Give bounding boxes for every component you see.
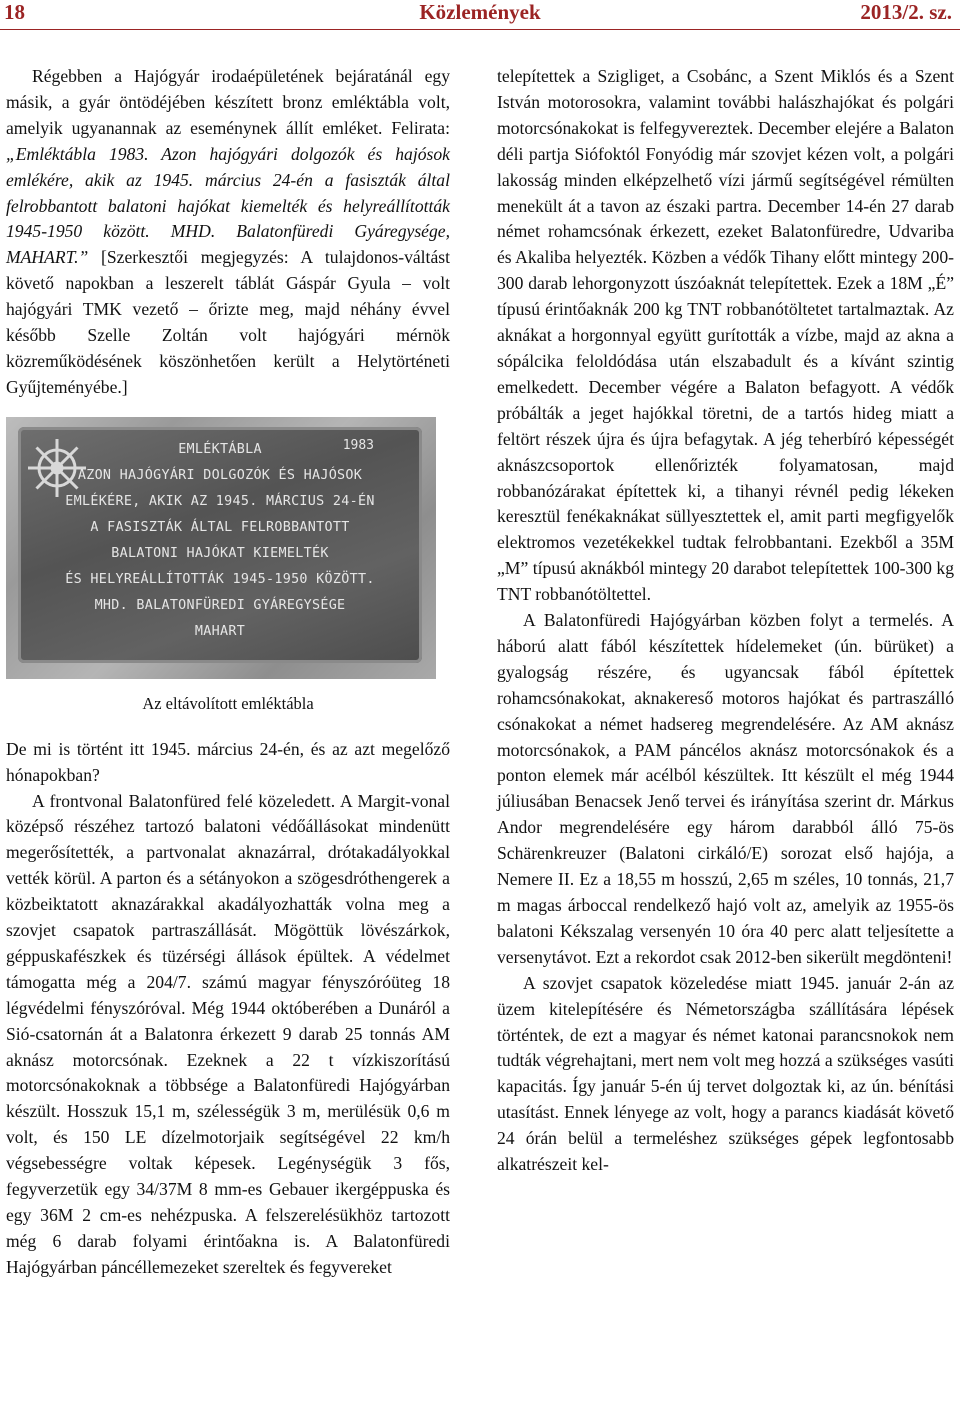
- plaque-line: A FASISZTÁK ÁLTAL FELROBBANTOTT: [90, 519, 350, 535]
- plaque-line: MHD. BALATONFÜREDI GYÁREGYSÉGE: [94, 597, 346, 613]
- plaque-line: EMLÉKTÁBLA: [178, 441, 262, 457]
- right-column: [497, 64, 954, 1178]
- plaque-line: EMLÉKÉRE, AKIK AZ 1945. MÁRCIUS 24-ÉN: [65, 493, 375, 509]
- plaque-line: ÉS HELYREÁLLÍTOTTÁK 1945-1950 KÖZÖTT.: [65, 571, 375, 587]
- paragraph-question: De mi is történt itt 1945. március 24-én, és az azt megelőző hónapokban?: [6, 738, 450, 785]
- plaque-line: MAHART: [194, 623, 246, 639]
- plaque-line: AZON HAJÓGYÁRI DOLGOZÓK ÉS HAJÓSOK: [77, 467, 363, 483]
- plaque-year: 1983: [342, 437, 374, 453]
- paragraph-frontline: A frontvonal Balatonfüred felé közeledett. A Margit-vonal középső részéhez tartozó balatoni védőállásokat mindenütt megerősítették, a partvonalat aknazárral, drótakadályokkal vették körül. A parton és a sétányokon a szögesdróthengerek a közbeiktatott aknazárakkal akadályozhatták volna meg a szovjet csapatok partraszállását. Mögöttük lövészárkok, géppuskafészkek és tüzérségi állások épültek. A védelmet támogatta még a 204/7. számú magyar fényszóróüteg 18 légvédelmi fényszóróval. Még 1944 októberében a Dunáról a Sió-csatornán át a Balatonra érkezett 9 darab 25 tonnás AM aknász motorcsónak. Ezeknek a 22 t vízkiszorítású motorcsónakoknak a többsége a Balatonfüredi Hajógyárban készült. Hosszuk 15,1 m, szélességük 3 m, merülésük 0,6 m volt, és 150 LE dízelmotorjaik segítségével 22 km/h végsebességre voltak képesek. Legénységük 3 fős, fegyverzetük egy 34/37M 8 mm-es Gebauer ikergéppuska és egy 36M 2 cm-es nehézpuska. A felszerelésükhöz tartozott még 6 darab folyami érintőakna is. A Balatonfüredi Hajógyárban páncéllemezeket szereltek és fegyvereket: [6, 790, 450, 1277]
- plaque-board: [18, 427, 422, 663]
- header-rule: [0, 29, 960, 30]
- paragraph-evacuation: A szovjet csapatok közeledése miatt 1945. január 2-án az üzem kitelepítésére és Németországba szállítására lépések történtek, de ezt a magyar és német katonai parancsnokok nem tudták végrehajtani, mert nem volt meg hozzá a szükséges vasúti kapacitás. Így január 5-én új tervet dolgoztak ki, az ún. bénítási utasítást. Ennek lényege az volt, hogy a parancs kiadását követő 24 órán belül a termeléshez szükséges gépek legfontosabb alkatrészeit kel-: [497, 972, 954, 1175]
- plaque-inscription-quote: „Emléktábla 1983. Azon hajógyári dolgozók és hajósok emlékére, akik az 1945. március 24-én a fasiszták által felrobbantott balatoni hajókat kiemelték és helyreállították 1945-1950 között. MHD. Balatonfüredi Gyáregysége, MAHART.”: [6, 143, 450, 268]
- issue-number: 2013/2. sz.: [860, 0, 952, 24]
- paragraph-plaque-history: [6, 64, 450, 401]
- plaque-history-text: Régebben a Hajógyár irodaépületének bejáratánál egy másik, a gyár öntödéjében készített bronz emléktábla volt, amelyik ugyanannak az eseménynek állít emléket. Felirata:: [6, 66, 450, 138]
- page-header: [0, 0, 960, 30]
- paragraph-continuation: telepítettek a Szigliget, a Csobánc, a Szent Miklós és a Szent István motorosokra, valamint további halászhajókat és polgári motorcsónakokat is felfegyvereztek. December elejére a Balaton déli partja Siófoktól Fonyódig már szovjet kézen volt, a polgári lakosság minden elképzelhető vízi jármű segítségével rémülten menekült át a tavon az északi partra. December 14-én 27 darab német rohamcsónak érkezett, ezeket Balatonfüredre, Udvariba és Akaliba helyezték. Közben a védők Tihany előtt mintegy 200-300 darab lehorgonyzott úszóaknát telepítettek. Ezek a 18M „É” típusú érintőaknák 200 kg TNT robbanótöltetet tartalmaztak. Az aknákat a horgonnyal együtt gurították a vízbe, majd az akna a sópálcika feloldódása után elszabadult és a kívánt szintig emelkedett. December végére a Balaton befagyott. A védők próbálták a jeget hajókkal töretni, de a tartós hideg miatt a feltört részek újra és újra befagytak. A jég teherbíró képességét aknászcsoportok ellenőrizték folyamatosan, majd robbanózárakat építettek ki, a tihanyi révnél pedig lékeken keresztül fenékaknákat süllyesztettek el, amit parti megfigyelők elektromos vezetékekkel tudtak felrobbantani. Ezekből a 35M „M” típusú aknákból mintegy 20 darabot telepítettek 100-300 kg TNT robbanótöltettel.: [497, 66, 954, 605]
- journal-title: Közlemények: [419, 0, 541, 24]
- editor-note: [Szerkesztői megjegyzés: A tulajdonos-váltást követő napokban a leszerelt táblát Gáspár Gyula – volt hajógyári TMK vezető – őrizte meg, majd néhány évvel később Szelle Zoltán volt hajógyári mérnök közreműködésének köszönhetően került a Helytörténeti Gyűjteményébe.]: [6, 247, 450, 397]
- left-column: [6, 64, 450, 1281]
- page-number: 18: [4, 0, 25, 24]
- paragraph-shipyard-production: A Balatonfüredi Hajógyárban közben folyt a termelés. A háború alatt fából készítettek hídelemeket (ún. bürüket) a gyalogság részére, és ugyancsak fából építettek rohamcsónakokat, aknakereső motoros hajókat és partraszálló csónakokat a német hadsereg megrendelésére. Az AM aknász motorcsónakok, a PAM páncélos aknász motorcsónakok és a ponton elemek már acélból készültek. Itt készült el még 1944 júliusában Benacsek Jenő tervei és irányítása szerint dr. Márkus Andor megrendelésére egy három darabból álló 75-ös Schärenkreuzer (Balatoni cirkáló/E) sorozat első hajója, a Nemere II. Ez a 18,55 m hosszú, 2,65 m széles, 10 tonnás, 21,7 m magas árboccal rendelkező hajó volt az, amelyik az 1955-ös balatoni Kékszalag versenyén 10 óra 40 perc alatt teljesítette a versenytávot. Ezt a rekordot csak 2012-ben sikerült megdönteni!: [497, 610, 954, 967]
- plaque-line: BALATONI HAJÓKAT KIEMELTÉK: [111, 545, 329, 561]
- figure-caption: Az eltávolított emléktábla: [142, 693, 314, 713]
- plaque-photo: [6, 417, 436, 679]
